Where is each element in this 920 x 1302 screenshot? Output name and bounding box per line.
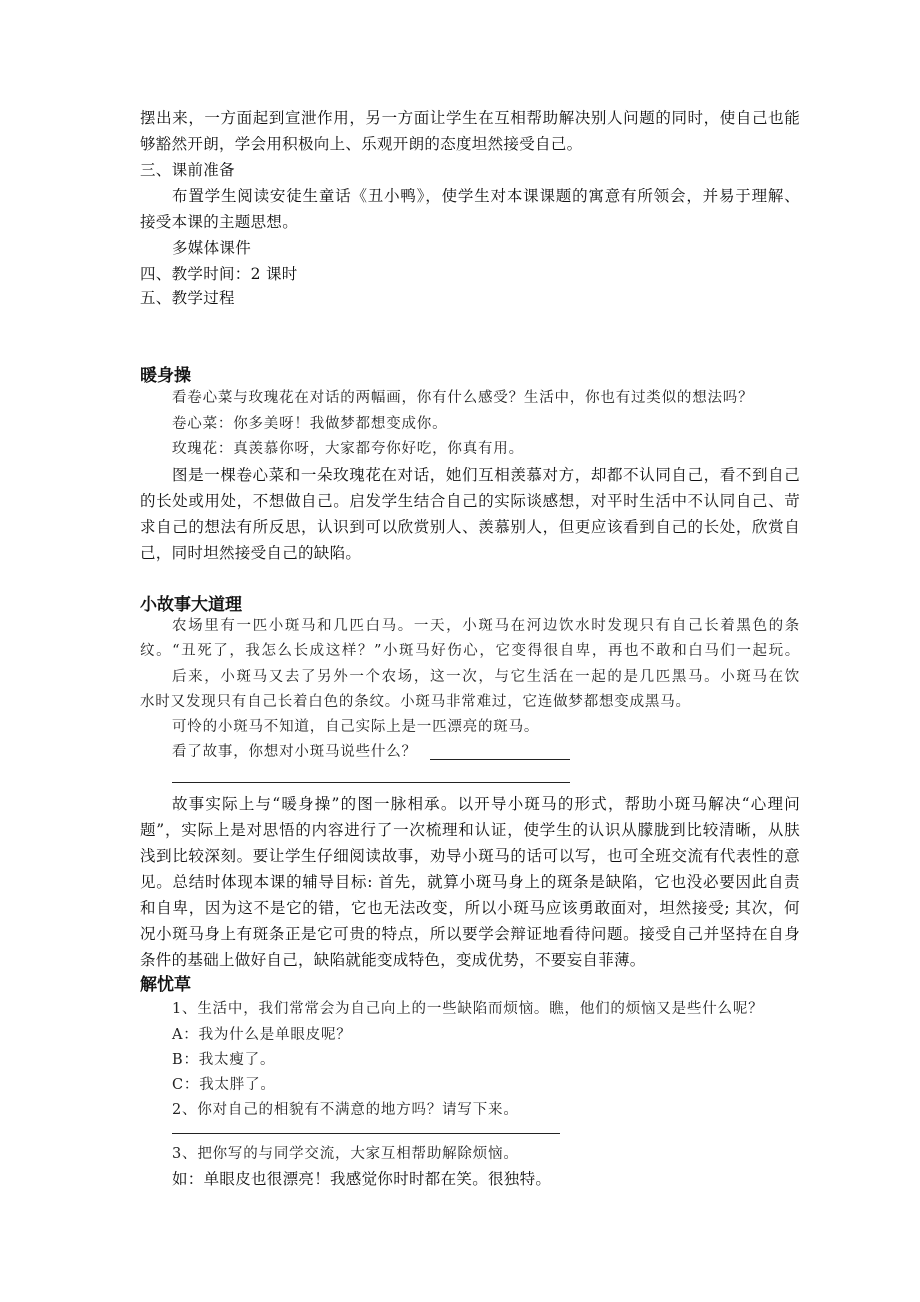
warmup-explanation-line-3: 求自己的想法有所反思，认识到可以欣赏别人、羡慕别人，但更应该看到自己的长处，欣赏自 xyxy=(140,518,800,536)
story-explanation-line-6: 况小斑马身上有斑条正是它可贵的特点，所以要学会辩证地看待问题。接受自己并坚持在自身 xyxy=(140,925,800,943)
worry-option-c: C：我太胖了。 xyxy=(172,1077,276,1093)
story-p1-line-2: 纹。“丑死了，我怎么长成这样？”小斑马好伤心，它变得很自卑，再也不敢和白马们一起玩。 xyxy=(140,643,800,659)
intro-line-2: 够豁然开朗，学会用积极向上、乐观开朗的态度坦然接受自己。 xyxy=(140,135,583,153)
story-p2-line-1: 后来，小斑马又去了另外一个农场，这一次，与它生活在一起的是几匹黑马。小斑马在饮 xyxy=(172,669,800,685)
section-3-para-1-line-2: 接受本课的主题思想。 xyxy=(140,213,299,231)
section-4-title: 四、教学时间：2 课时 xyxy=(140,265,298,283)
section-3-title: 三、课前准备 xyxy=(140,161,235,179)
story-p3: 可怜的小斑马不知道，自己实际上是一匹漂亮的斑马。 xyxy=(172,719,540,735)
warmup-explanation-line-1: 图是一棵卷心菜和一朵玫瑰花在对话，她们互相羡慕对方，却都不认同自己，看不到自己 xyxy=(172,466,800,484)
worry-question-2: 2、你对自己的相貌有不满意的地方吗？请写下来。 xyxy=(172,1102,519,1118)
section-5-title: 五、教学过程 xyxy=(140,289,235,307)
warmup-rose-line: 玫瑰花：真羡慕你呀，大家都夸你好吃，你真有用。 xyxy=(172,441,524,457)
story-explanation-line-4: 见。总结时体现本课的辅导目标: 首先，就算小斑马身上的斑条是缺陷，它也没必要因此自责 xyxy=(140,873,800,891)
section-3-para-2: 多媒体课件 xyxy=(172,239,252,257)
worry-heading: 解忧草 xyxy=(140,975,191,995)
worry-option-b: B：我太瘦了。 xyxy=(172,1052,276,1068)
warmup-question: 看卷心菜与玫瑰花在对话的两幅画，你有什么感受？生活中，你也有过类似的想法吗？ xyxy=(172,390,754,406)
story-answer-blank-2[interactable] xyxy=(172,782,570,783)
story-explanation-line-7: 条件的基础上做好自己，缺陷就能变成特色，变成优势，不要妄自菲薄。 xyxy=(140,951,646,969)
worry-question-1: 1、生活中，我们常常会为自己向上的一些缺陷而烦恼。瞧，他们的烦恼又是些什么呢？ xyxy=(172,1001,764,1017)
story-explanation-line-5: 和自卑，因为这不是它的错，它也无法改变，所以小斑马应该勇敢面对，坦然接受; 其次，何 xyxy=(140,899,800,917)
story-p2-line-2: 水时又发现只有自己长着白色的条纹。小斑马非常难过，它连做梦都想变成黑马。 xyxy=(140,694,691,710)
story-explanation-line-1: 故事实际上与“暖身操”的图一脉相承。以开导小斑马的形式，帮助小斑马解决“心理问 xyxy=(172,795,800,813)
section-3-para-1-line-1: 布置学生阅读安徒生童话《丑小鸭》，使学生对本课课题的寓意有所领会，并易于理解、 xyxy=(172,187,800,205)
story-prompt: 看了故事，你想对小斑马说些什么？ xyxy=(172,744,417,760)
story-explanation-line-2: 题”，实际上是对思悟的内容进行了一次梳理和认证，使学生的认识从朦胧到比较清晰，从肤 xyxy=(140,821,800,839)
worry-question-3: 3、把你写的与同学交流，大家互相帮助解除烦恼。 xyxy=(172,1146,519,1162)
worry-answer-blank[interactable] xyxy=(172,1133,560,1134)
story-p1-line-1: 农场里有一匹小斑马和几匹白马。一天，小斑马在河边饮水时发现只有自己长着黑色的条 xyxy=(172,618,800,634)
worry-example: 如：单眼皮也很漂亮！我感觉你时时都在笑。很独特。 xyxy=(172,1170,552,1188)
warmup-explanation-line-4: 己，同时坦然接受自己的缺陷。 xyxy=(140,544,362,562)
warmup-explanation-line-2: 的长处或用处，不想做自己。启发学生结合自己的实际谈感想，对平时生活中不认同自己、苛 xyxy=(140,492,800,510)
warmup-cabbage-line: 卷心菜：你多美呀！我做梦都想变成你。 xyxy=(172,416,448,432)
warmup-heading: 暖身操 xyxy=(140,366,191,386)
worry-option-a: A：我为什么是单眼皮呢？ xyxy=(172,1027,352,1043)
story-explanation-line-3: 浅到比较深刻。要让学生仔细阅读故事，劝导小斑马的话可以写，也可全班交流有代表性的意 xyxy=(140,847,800,865)
story-answer-blank-1[interactable] xyxy=(430,759,570,760)
intro-line-1: 摆出来，一方面起到宣泄作用，另一方面让学生在互相帮助解决别人问题的同时，使自己也能 xyxy=(140,109,800,127)
story-heading: 小故事大道理 xyxy=(140,595,242,615)
